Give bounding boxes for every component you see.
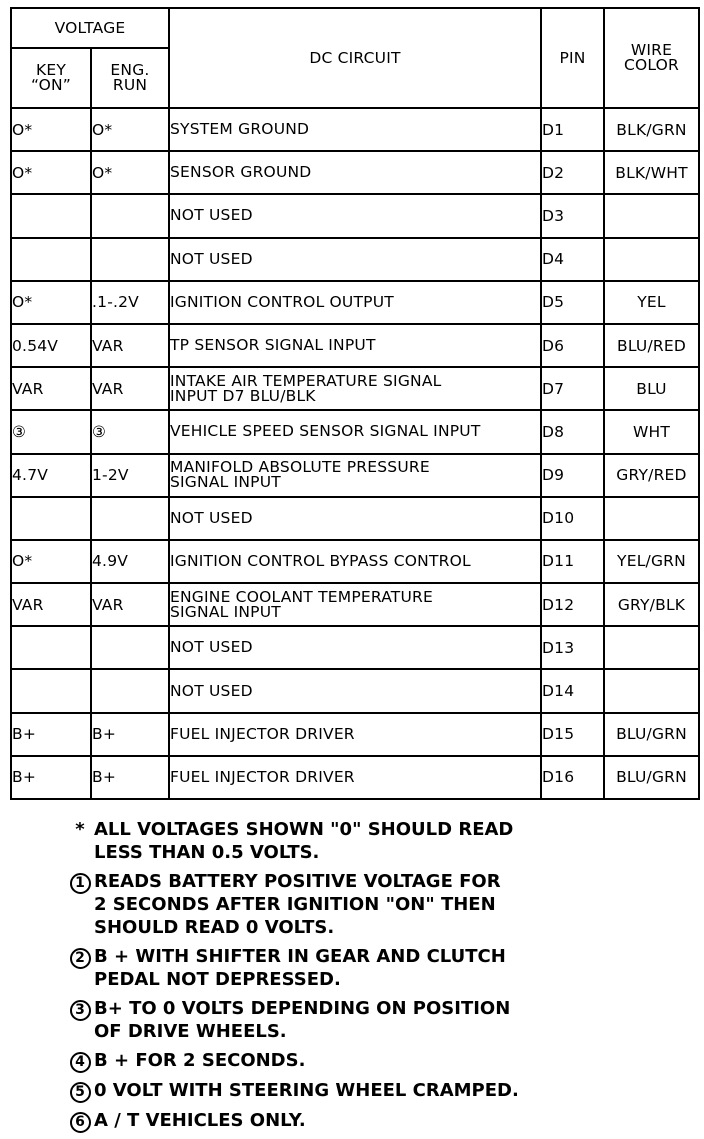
eng-run-voltage-cell: ③ bbox=[91, 410, 169, 453]
pin-cell: D4 bbox=[541, 238, 604, 281]
footnotes bbox=[66, 818, 686, 1139]
circled-number-label: 3 bbox=[70, 1000, 91, 1021]
footnote-text bbox=[94, 1109, 686, 1132]
wire-color-header-line2: COLOR bbox=[623, 56, 680, 74]
key-on-header-line2: “ON” bbox=[30, 76, 72, 94]
wire-color-cell: GRY/BLK bbox=[604, 583, 699, 626]
pin-cell: D5 bbox=[541, 281, 604, 324]
footnote-line: LESS THAN 0.5 VOLTS. bbox=[94, 842, 320, 863]
pin-cell: D1 bbox=[541, 108, 604, 151]
key-on-voltage-cell bbox=[11, 497, 91, 540]
footnote-item bbox=[66, 945, 686, 991]
table-row bbox=[11, 713, 699, 756]
footnote-item bbox=[66, 1049, 686, 1073]
footnote-line: B + FOR 2 SECONDS. bbox=[94, 1050, 306, 1071]
dc-circuit-cell bbox=[169, 410, 541, 453]
key-on-voltage-cell: O* bbox=[11, 281, 91, 324]
wire-color-cell: BLU/RED bbox=[604, 324, 699, 367]
dc-circuit-line2: SIGNAL INPUT bbox=[170, 602, 281, 621]
eng-run-voltage-cell bbox=[91, 497, 169, 540]
eng-run-header-line2: RUN bbox=[112, 76, 148, 94]
pin-cell: D15 bbox=[541, 713, 604, 756]
eng-run-header bbox=[91, 48, 169, 108]
table-row bbox=[11, 756, 699, 799]
asterisk-marker: * bbox=[75, 819, 85, 840]
table-row bbox=[11, 540, 699, 583]
pin-cell: D2 bbox=[541, 151, 604, 194]
dc-circuit-cell bbox=[169, 583, 541, 626]
wire-color-cell bbox=[604, 669, 699, 712]
dc-circuit-cell bbox=[169, 151, 541, 194]
dc-circuit-line1: NOT USED bbox=[170, 508, 253, 527]
footnote-line: 2 SECONDS AFTER IGNITION "ON" THEN bbox=[94, 894, 496, 915]
eng-run-voltage-cell: B+ bbox=[91, 756, 169, 799]
pin-header: PIN bbox=[541, 8, 604, 108]
key-on-voltage-cell: 0.54V bbox=[11, 324, 91, 367]
key-on-voltage-cell bbox=[11, 194, 91, 237]
dc-circuit-line1: FUEL INJECTOR DRIVER bbox=[170, 724, 355, 743]
circled-number-icon bbox=[66, 870, 94, 894]
table-row bbox=[11, 626, 699, 669]
circled-number-label: 5 bbox=[70, 1082, 91, 1103]
wire-color-header-line1: WIRE bbox=[630, 41, 673, 59]
eng-run-voltage-cell: VAR bbox=[91, 324, 169, 367]
key-on-voltage-cell bbox=[11, 238, 91, 281]
dc-circuit-line1: IGNITION CONTROL BYPASS CONTROL bbox=[170, 551, 471, 570]
dc-circuit-cell bbox=[169, 756, 541, 799]
eng-run-header-line1: ENG. bbox=[110, 61, 150, 79]
dc-circuit-line1: VEHICLE SPEED SENSOR SIGNAL INPUT bbox=[170, 422, 481, 441]
dc-circuit-line1: SENSOR GROUND bbox=[170, 163, 312, 182]
footnote-line: ALL VOLTAGES SHOWN "0" SHOULD READ bbox=[94, 819, 514, 840]
wire-color-cell bbox=[604, 194, 699, 237]
dc-circuit-cell bbox=[169, 281, 541, 324]
footnote-text bbox=[94, 818, 686, 864]
circled-number-label: 2 bbox=[70, 948, 91, 969]
key-on-voltage-cell: VAR bbox=[11, 367, 91, 410]
key-on-voltage-cell: O* bbox=[11, 540, 91, 583]
wire-color-header bbox=[604, 8, 699, 108]
footnote-line: READS BATTERY POSITIVE VOLTAGE FOR bbox=[94, 871, 501, 892]
footnote-text bbox=[94, 870, 686, 939]
table-row bbox=[11, 583, 699, 626]
eng-run-voltage-cell bbox=[91, 669, 169, 712]
dc-circuit-line1: NOT USED bbox=[170, 638, 253, 657]
dc-circuit-cell bbox=[169, 540, 541, 583]
dc-circuit-cell bbox=[169, 713, 541, 756]
key-on-voltage-cell: B+ bbox=[11, 756, 91, 799]
wire-color-cell: BLK/GRN bbox=[604, 108, 699, 151]
table-row bbox=[11, 108, 699, 151]
footnote-text bbox=[94, 1049, 686, 1072]
footnote-item bbox=[66, 1079, 686, 1103]
pin-cell: D14 bbox=[541, 669, 604, 712]
dc-circuit-cell bbox=[169, 108, 541, 151]
footnote-item bbox=[66, 870, 686, 939]
pin-cell: D10 bbox=[541, 497, 604, 540]
dc-circuit-line2: SIGNAL INPUT bbox=[170, 473, 281, 492]
eng-run-voltage-cell: B+ bbox=[91, 713, 169, 756]
eng-run-voltage-cell: O* bbox=[91, 108, 169, 151]
wire-color-cell: BLU/GRN bbox=[604, 756, 699, 799]
pin-cell: D9 bbox=[541, 454, 604, 497]
wire-color-cell bbox=[604, 626, 699, 669]
circled-number-icon bbox=[66, 945, 94, 969]
wire-color-cell: YEL/GRN bbox=[604, 540, 699, 583]
key-on-voltage-cell: B+ bbox=[11, 713, 91, 756]
table-row bbox=[11, 497, 699, 540]
wire-color-cell bbox=[604, 238, 699, 281]
footnote-item bbox=[66, 1109, 686, 1133]
footnote-line: PEDAL NOT DEPRESSED. bbox=[94, 969, 341, 990]
dc-circuit-line1: INTAKE AIR TEMPERATURE SIGNAL bbox=[170, 371, 442, 390]
eng-run-voltage-cell bbox=[91, 626, 169, 669]
pin-cell: D16 bbox=[541, 756, 604, 799]
dc-circuit-cell bbox=[169, 238, 541, 281]
key-on-voltage-cell: ③ bbox=[11, 410, 91, 453]
dc-circuit-line1: TP SENSOR SIGNAL INPUT bbox=[170, 336, 376, 355]
footnote-text bbox=[94, 1079, 686, 1102]
key-on-voltage-cell bbox=[11, 669, 91, 712]
dc-circuit-line1: SYSTEM GROUND bbox=[170, 120, 310, 139]
pin-cell: D6 bbox=[541, 324, 604, 367]
circled-number-icon bbox=[66, 997, 94, 1021]
key-on-header-line1: KEY bbox=[35, 61, 67, 79]
footnote-line: SHOULD READ 0 VOLTS. bbox=[94, 917, 335, 938]
dc-circuit-header: DC CIRCUIT bbox=[169, 8, 541, 108]
table-row bbox=[11, 194, 699, 237]
wire-color-cell: BLK/WHT bbox=[604, 151, 699, 194]
footnote-line: 0 VOLT WITH STEERING WHEEL CRAMPED. bbox=[94, 1080, 519, 1101]
pinout-table bbox=[10, 7, 700, 800]
dc-circuit-cell bbox=[169, 324, 541, 367]
eng-run-voltage-cell: 1-2V bbox=[91, 454, 169, 497]
pin-cell: D13 bbox=[541, 626, 604, 669]
wire-color-cell: WHT bbox=[604, 410, 699, 453]
footnote-item bbox=[66, 818, 686, 864]
wire-color-cell bbox=[604, 497, 699, 540]
pin-cell: D11 bbox=[541, 540, 604, 583]
dc-circuit-cell bbox=[169, 454, 541, 497]
voltage-header: VOLTAGE bbox=[11, 8, 169, 48]
dc-circuit-line1: IGNITION CONTROL OUTPUT bbox=[170, 292, 394, 311]
circled-number-label: 4 bbox=[70, 1052, 91, 1073]
dc-circuit-line1: NOT USED bbox=[170, 681, 253, 700]
key-on-voltage-cell bbox=[11, 626, 91, 669]
table-row bbox=[11, 281, 699, 324]
dc-circuit-cell bbox=[169, 194, 541, 237]
pin-cell: D3 bbox=[541, 194, 604, 237]
key-on-voltage-cell: O* bbox=[11, 151, 91, 194]
table-row bbox=[11, 454, 699, 497]
circled-number-label: 1 bbox=[70, 873, 91, 894]
key-on-voltage-cell: VAR bbox=[11, 583, 91, 626]
table-row bbox=[11, 410, 699, 453]
table-row bbox=[11, 324, 699, 367]
key-on-voltage-cell: O* bbox=[11, 108, 91, 151]
dc-circuit-line2: INPUT D7 BLU/BLK bbox=[170, 386, 316, 405]
circled-number-icon bbox=[66, 1079, 94, 1103]
pinout-table-body bbox=[11, 108, 699, 799]
footnote-line: B + WITH SHIFTER IN GEAR AND CLUTCH bbox=[94, 946, 506, 967]
dc-circuit-line1: FUEL INJECTOR DRIVER bbox=[170, 767, 355, 786]
wire-color-cell: GRY/RED bbox=[604, 454, 699, 497]
table-row bbox=[11, 238, 699, 281]
dc-circuit-line1: MANIFOLD ABSOLUTE PRESSURE bbox=[170, 458, 430, 477]
footnote-line: OF DRIVE WHEELS. bbox=[94, 1021, 287, 1042]
dc-circuit-cell bbox=[169, 626, 541, 669]
footnote-item bbox=[66, 997, 686, 1043]
dc-circuit-cell bbox=[169, 497, 541, 540]
wire-color-cell: BLU/GRN bbox=[604, 713, 699, 756]
footnote-line: B+ TO 0 VOLTS DEPENDING ON POSITION bbox=[94, 998, 511, 1019]
circled-number-icon bbox=[66, 1109, 94, 1133]
eng-run-voltage-cell: VAR bbox=[91, 367, 169, 410]
pin-cell: D12 bbox=[541, 583, 604, 626]
dc-circuit-line1: NOT USED bbox=[170, 206, 253, 225]
eng-run-voltage-cell: 4.9V bbox=[91, 540, 169, 583]
footnote-line: A / T VEHICLES ONLY. bbox=[94, 1110, 306, 1131]
table-row bbox=[11, 151, 699, 194]
eng-run-voltage-cell: VAR bbox=[91, 583, 169, 626]
eng-run-voltage-cell bbox=[91, 238, 169, 281]
dc-circuit-line1: NOT USED bbox=[170, 249, 253, 268]
dc-circuit-line1: ENGINE COOLANT TEMPERATURE bbox=[170, 587, 433, 606]
circled-number-icon bbox=[66, 1049, 94, 1073]
circled-number-label: 6 bbox=[70, 1112, 91, 1133]
wire-color-cell: BLU bbox=[604, 367, 699, 410]
eng-run-voltage-cell: O* bbox=[91, 151, 169, 194]
footnote-text bbox=[94, 997, 686, 1043]
footnote-text bbox=[94, 945, 686, 991]
pin-cell: D7 bbox=[541, 367, 604, 410]
table-row bbox=[11, 669, 699, 712]
pin-cell: D8 bbox=[541, 410, 604, 453]
eng-run-voltage-cell: .1-.2V bbox=[91, 281, 169, 324]
eng-run-voltage-cell bbox=[91, 194, 169, 237]
dc-circuit-cell bbox=[169, 367, 541, 410]
key-on-header bbox=[11, 48, 91, 108]
dc-circuit-cell bbox=[169, 669, 541, 712]
table-row bbox=[11, 367, 699, 410]
key-on-voltage-cell: 4.7V bbox=[11, 454, 91, 497]
wire-color-cell: YEL bbox=[604, 281, 699, 324]
